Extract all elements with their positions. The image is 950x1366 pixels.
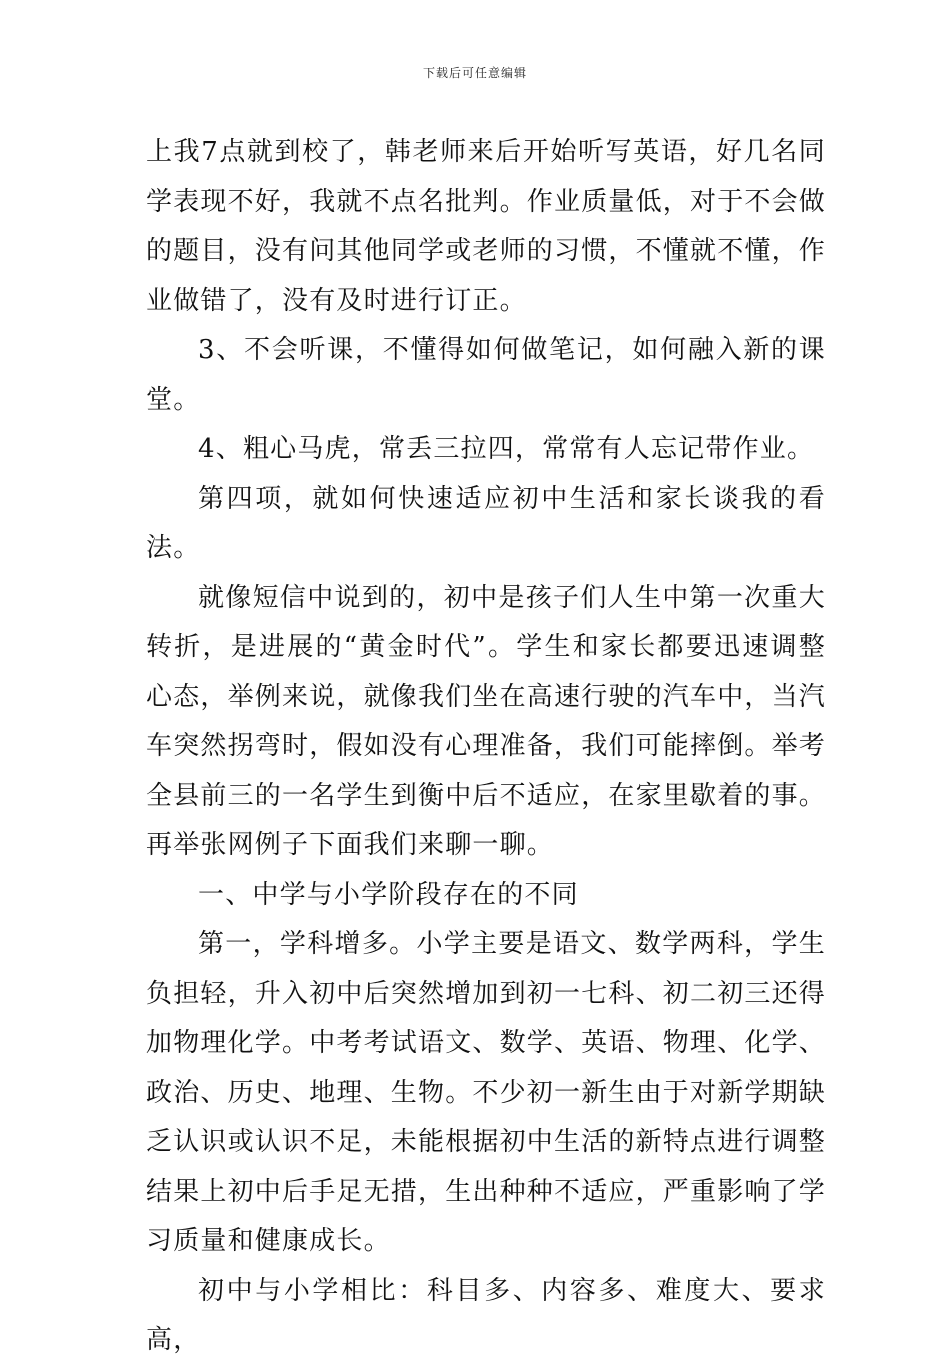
page-header-note: 下载后可任意编辑 [422,66,527,80]
paragraph-continuation: 上我7点就到校了，韩老师来后开始听写英语，好几名同学表现不好，我就不点名批判。作业质量低，对于不会做的题目，没有问其他同学或老师的习惯，不懂就不懂，作业做错了，没有及时进行订正。 [146,137,827,316]
section-heading-differences: 一、中学与小学阶段存在的不同 [198,879,579,910]
paragraph-more-subjects: 第一，学科增多。小学主要是语文、数学两科，学生负担轻，升入初中后突然增加到初一七科、初二初三还得加物理化学。中考考试语文、数学、英语、物理、化学、政治、历史、地理、生物。不少初一新生由于对新学期缺乏认识或认识不足，未能根据初中生活的新特点进行调整结果上初中后手足无措，生出种种不适应，严重影响了学习质量和健康成长。 [146,929,827,1256]
paragraph-item-3: 3、不会听课，不懂得如何做笔记，如何融入新的课堂。 [146,335,826,415]
paragraph-item-4: 4、粗心马虎，常丢三拉四，常常有人忘记带作业。 [198,434,815,464]
paragraph-golden-age: 就像短信中说到的，初中是孩子们人生中第一次重大转折，是进展的“黄金时代”。学生和家长都要迅速调整心态，举例来说，就像我们坐在高速行驶的汽车中，当汽车突然拐弯时，假如没有心理准备，我们可能摔倒。举考全县前三的一名学生到衡中后不适应，在家里歇着的事。再举张网例子下面我们来聊一聊。 [146,582,827,860]
document-body [146,128,826,1366]
paragraph-section-four: 第四项，就如何快速适应初中生活和家长谈我的看法。 [146,483,826,563]
paragraph-comparison: 初中与小学相比：科目多、内容多、难度大、要求高， [146,1275,826,1355]
